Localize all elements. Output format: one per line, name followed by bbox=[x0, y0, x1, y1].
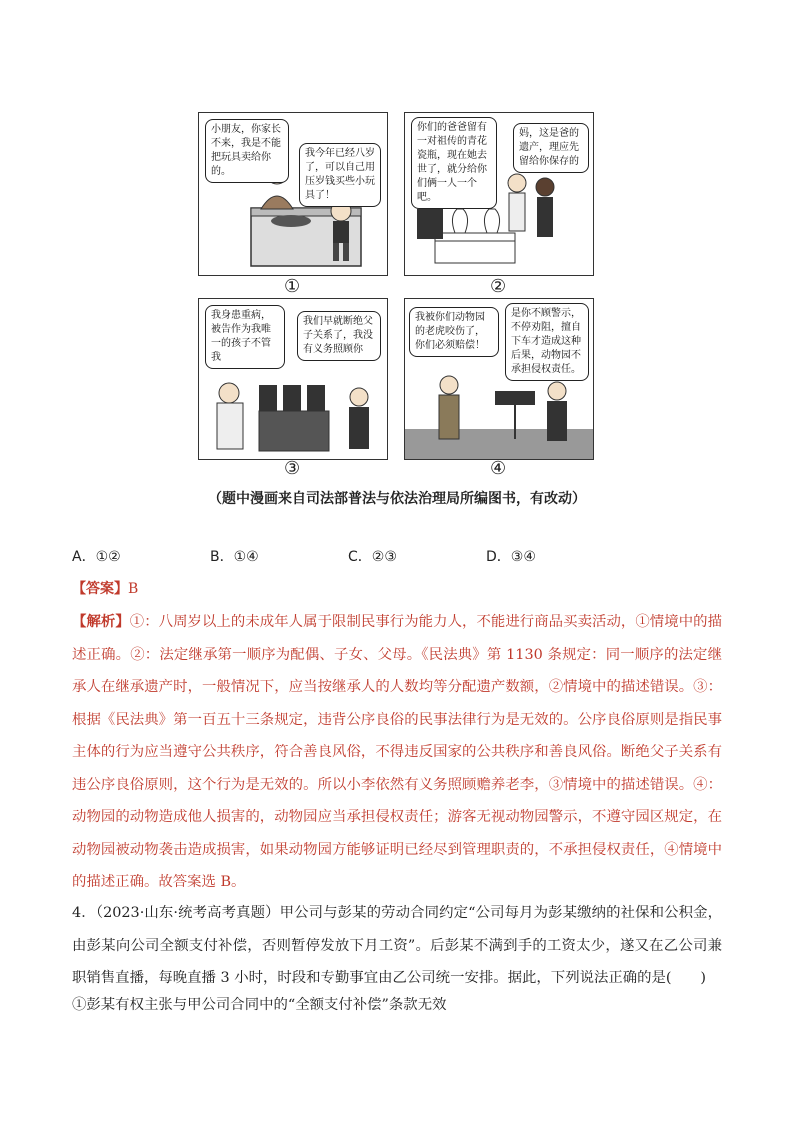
panel-2-bubble-relative: 你们的爸爸留有一对祖传的青花瓷瓶，现在她去世了，就分给你们俩一人一个吧。 bbox=[411, 117, 497, 209]
comic-panel-3 bbox=[198, 298, 388, 460]
panel-1-number: ① bbox=[284, 276, 301, 297]
panel-2-number: ② bbox=[490, 276, 507, 297]
analysis-text: ①：八周岁以上的未成年人属于限制民事行为能力人，不能进行商品买卖活动，①情境中的描述正确。②：法定继承第一顺序为配偶、子女、父母。《民法典》第 1130 条规定：同一顺序的法定继承人在继承遗产时，一般情况下，应当按继承人的人数均等分配遗产数额，②情境中的描述错误。③：根据《民法典》第一百五十三条规定，违背公序良俗的民事法律行为是无效的。公序良俗原则是指民事主体的行为应当遵守公共秩序，符合善良风俗，不得违反国家的公共秩序和善良风俗。断绝父子关系有违公序良俗原则，这个行为是无效的。所以小李依然有义务照顾赡养老李，③情境中的描述错误。④：动物园的动物造成他人损害的，动物园应当承担侵权责任；游客无视动物园警示，不遵守园区规定，在动物园被动物袭击造成损害，如果动物园方能够证明已经尽到管理职责的，不承担侵权责任，④情境中的描述正确。故答案选 B。 bbox=[72, 614, 722, 890]
panel-1-bubble-clerk: 小朋友，你家长不来，我是不能把玩具卖给你的。 bbox=[205, 119, 289, 183]
option-d: D．③④ bbox=[486, 549, 536, 565]
comic-panel-4 bbox=[404, 298, 594, 460]
option-c: C．②③ bbox=[348, 549, 397, 565]
comic-panel-1 bbox=[198, 112, 388, 276]
comic-caption: （题中漫画来自司法部普法与依法治理局所编图书，有改动） bbox=[208, 491, 586, 507]
option-a: A．①② bbox=[72, 549, 121, 565]
answer-options bbox=[72, 546, 732, 568]
panel-3-number: ③ bbox=[284, 458, 301, 479]
panel-4-number: ④ bbox=[490, 458, 507, 479]
option-b: B．①④ bbox=[210, 549, 259, 565]
answer-tag: 【答案】 bbox=[72, 581, 128, 597]
analysis-tag: 【解析】 bbox=[72, 613, 130, 630]
panel-2-bubble-son: 妈，这是爸的遗产，理应先留给你保存的 bbox=[513, 123, 589, 173]
panel-1-bubble-child: 我今年已经八岁了，可以自己用压岁钱买些小玩具了！ bbox=[299, 143, 381, 207]
panel-3-bubble-father: 我身患重病，被告作为我唯一的孩子不管我 bbox=[205, 305, 285, 369]
answer-value: B bbox=[128, 581, 139, 597]
comic-illustration bbox=[198, 112, 593, 484]
panel-4-bubble-victim: 我被你们动物园的老虎咬伤了，你们必须赔偿！ bbox=[409, 307, 499, 357]
analysis-paragraph bbox=[72, 606, 722, 899]
question-4-stem: 4．（2023·山东·统考高考真题）甲公司与彭某的劳动合同约定“公司每月为彭某缴纳的社保和公积金，由彭某向公司全额支付补偿，否则暂停发放下月工资”。后彭某不满到手的工资太少，遂又在乙公司兼职销售直播，每晚直播 3 小时，时段和专勤事宜由乙公司统一安排。据此，下列说法正确的是( ) bbox=[72, 905, 722, 986]
panel-3-bubble-son: 我们早就断绝父子关系了，我没有义务照顾你 bbox=[297, 311, 381, 361]
comic-panel-2 bbox=[404, 112, 594, 276]
panel-4-bubble-zoo-staff: 是你不顾警示，不停劝阻，擅自下车才造成这种后果，动物园不承担侵权责任。 bbox=[505, 303, 589, 381]
question-4-item-1: ①彭某有权主张与甲公司合同中的“全额支付补偿”条款无效 bbox=[72, 997, 447, 1013]
answer-line bbox=[72, 578, 138, 598]
